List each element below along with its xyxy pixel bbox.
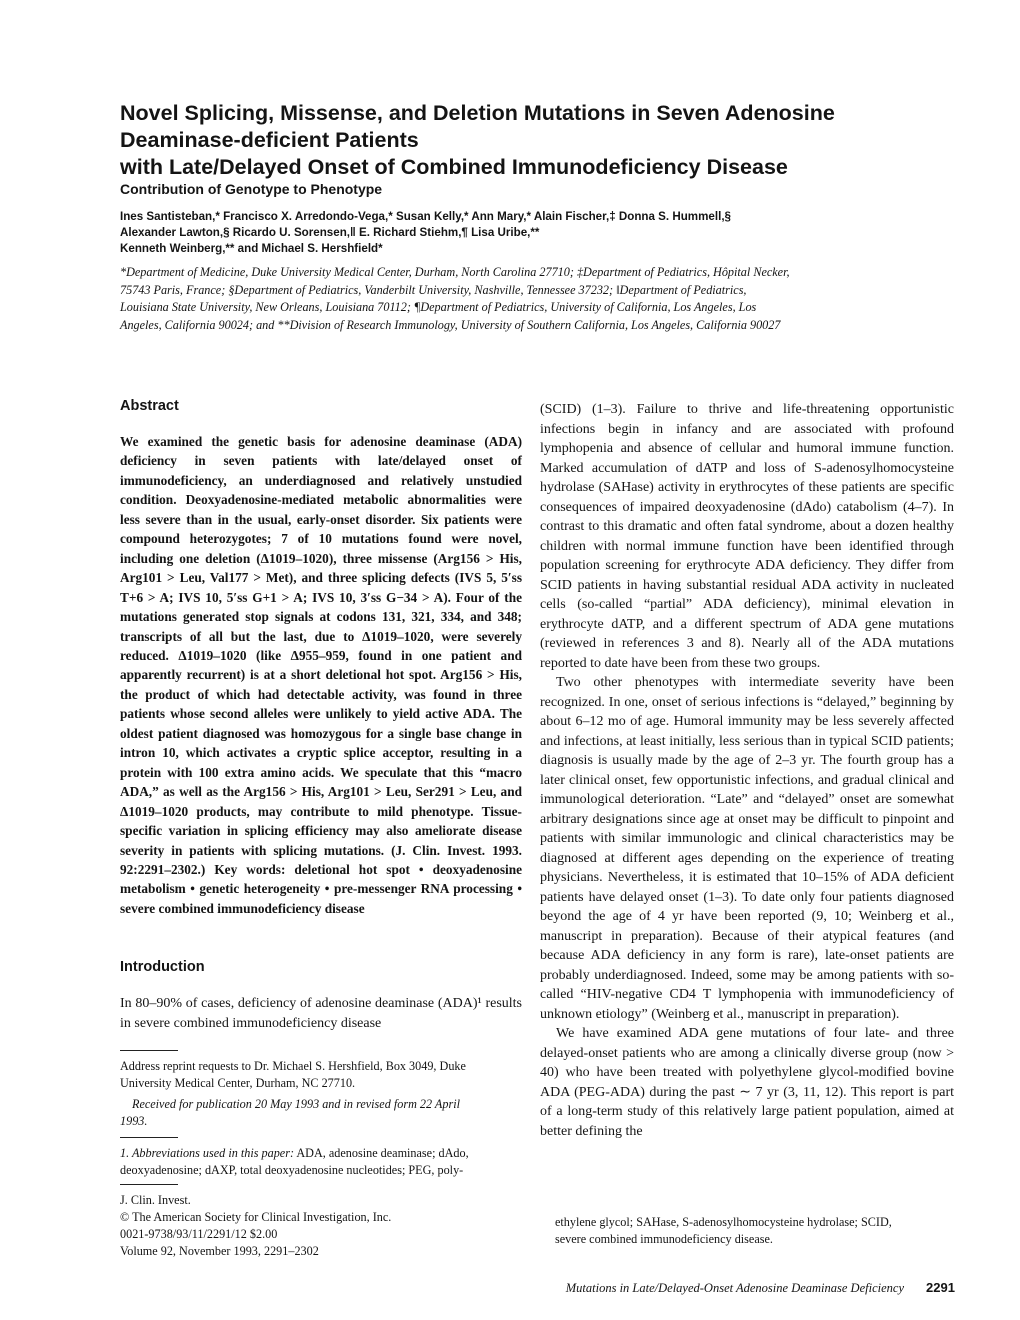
footnote-line: Address reprint requests to Dr. Michael S. Hershfield, Box 3049, Duke [120, 1059, 466, 1073]
abbreviations-text: ADA, adenosine deaminase; dAdo, [294, 1146, 469, 1160]
footnote-divider [120, 1184, 178, 1185]
footnote-line: University Medical Center, Durham, NC 27710. [120, 1076, 356, 1090]
journal-line: J. Clin. Invest. [120, 1193, 191, 1207]
author-line: Ines Santisteban,* Francisco X. Arredondo-Vega,* Susan Kelly,* Ann Mary,* Alain Fischer,‡ Donna S. Hummell,§ [120, 210, 731, 223]
author-line: Kenneth Weinberg,** and Michael S. Hershfield* [120, 242, 383, 255]
title-line: Deaminase-deficient Patients [120, 128, 419, 152]
article-subtitle: Contribution of Genotype to Phenotype [120, 181, 383, 197]
footnote-line: deoxyadenosine; dAXP, total deoxyadenosine nucleotides; PEG, poly- [120, 1163, 464, 1177]
affiliation-line: *Department of Medicine, Duke University Medical Center, Durham, North Carolina 27710; ‡Department of Pediatrics, Hôpital Necker, [120, 265, 790, 279]
journal-info [120, 1192, 530, 1260]
affiliation-line: 75743 Paris, France; §Department of Pediatrics, Vanderbilt University, Nashville, Tennessee 37232; ‖Department of Pediatrics, [120, 282, 747, 297]
journal-line: Volume 92, November 1993, 2291–2302 [120, 1244, 319, 1258]
title-line: Novel Splicing, Missense, and Deletion Mutations in Seven Adenosine [120, 101, 835, 125]
title-line: with Late/Delayed Onset of Combined Immunodeficiency Disease [120, 155, 788, 179]
author-list [120, 209, 950, 257]
abbreviations-label: 1. Abbreviations used in this paper: [120, 1146, 294, 1160]
running-head: Mutations in Late/Delayed-Onset Adenosine Deaminase Deficiency [565, 1281, 904, 1295]
introduction-heading: Introduction [120, 959, 205, 975]
body-paragraph: We have examined ADA gene mutations of four late- and three delayed-onset patients who are among a clinically diverse group (now > 40) who have been treated with polyethylene glycol-modified bovine ADA (PEG-ADA) during the past ∼ 7 yr (3, 11, 12). This report is part of a long-term study of this relatively large patient population, aimed at better defining the [540, 1026, 954, 1139]
abstract-heading: Abstract [120, 398, 179, 414]
author-line: Alexander Lawton,§ Ricardo U. Sorensen,‖ E. Richard Stiehm,¶ Lisa Uribe,** [120, 226, 540, 239]
received-footnote [120, 1096, 530, 1130]
affiliations [120, 264, 955, 334]
page-number: 2291 [926, 1280, 955, 1295]
abbreviations-footnote [120, 1145, 530, 1179]
footnote-line: severe combined immunodeficiency disease. [555, 1232, 773, 1246]
footnote-divider [120, 1050, 178, 1051]
article-title [120, 100, 960, 181]
body-paragraph: (SCID) (1–3). Failure to thrive and life-threatening opportunistic infections begin in infancy and are associated with profound lymphopenia and absence of cellular and humoral immune function. Marked accumulation of dATP and loss of S-adenosylhomocysteine hydrolase (SAHase) activity in erythrocytes of these patients are specific consequences of impaired deoxyadenosine (dAdo) catabolism (4–7). In contrast to this dramatic and often fatal syndrome, about a dozen healthy children with normal immune function have been identified through population screening for erythrocyte ADA deficiency. They differ from SCID patients in having substantial residual ADA activity in nucleated cells (so-called “partial” ADA deficiency), minimal elevation in erythrocyte dATP, and a different spectrum of ADA gene mutations (reviewed in references 3 and 8). Nearly all of the ADA mutations reported to date have been from these two groups. [540, 402, 954, 671]
journal-line: © The American Society for Clinical Investigation, Inc. [120, 1210, 392, 1224]
footnote-line [120, 1145, 530, 1162]
footnote-line: Received for publication 20 May 1993 and in revised form 22 April [132, 1097, 460, 1111]
affiliation-line: Louisiana State University, New Orleans, Louisiana 70112; ¶Department of Pediatrics, University of California, Los Angeles, Los [120, 300, 757, 314]
introduction-body: In 80–90% of cases, deficiency of adenosine deaminase (ADA)¹ results in severe combined immunodeficiency disease [120, 996, 522, 1031]
affiliation-line: Angeles, California 90024; and **Division of Research Immunology, University of Southern California, Los Angeles, California 90027 [120, 317, 781, 332]
footnote-line: ethylene glycol; SAHase, S-adenosylhomocysteine hydrolase; SCID, [555, 1215, 892, 1229]
reprint-footnote [120, 1058, 530, 1092]
right-column [540, 400, 954, 1141]
footnote-divider [120, 1137, 178, 1138]
footnote-line: 1993. [120, 1114, 148, 1128]
abstract-body: We examined the genetic basis for adenosine deaminase (ADA) deficiency in seven patients with late/delayed onset of immunodeficiency, an underdiagnosed and relatively unstudied condition. Deoxyadenosine-mediated metabolic abnormalities were less severe than in the usual, early-onset disorder. Six patients were compound heterozygotes; 7 of 10 mutations found were novel, including one deletion (Δ1019–1020), three missense (Arg156 > His, Arg101 > Leu, Val177 > Met), and three splicing defects (IVS 5, 5′ss T+6 > A; IVS 10, 5′ss G+1 > A; IVS 10, 3′ss G−34 > A). Four of the mutations generated stop signals at codons 131, 321, 334, and 348; transcripts of all but the last, due to Δ1019–1020, were severely reduced. Δ1019–1020 (like Δ955–959, found in one patient and apparently recurrent) is at a short deletional hot spot. Arg156 > His, the product of which had detectable activity, was found in three patients whose second alleles were unlikely to yield active ADA. The oldest patient diagnosed was homozygous for a single base change in intron 10, which activates a cryptic splice acceptor, resulting in a protein with 100 extra amino acids. We speculate that this “macro ADA,” as well as the Arg156 > His, Arg101 > Leu, Ser291 > Leu, and Δ1019–1020 products, may contribute to mild phenotype. Tissue-specific variation in splicing efficiency may also ameliorate disease severity in patients with splicing mutations. (J. Clin. Invest. 1993. 92:2291–2302.) Key words: deletional hot spot • deoxyadenosine metabolism • genetic heterogeneity • pre-messenger RNA processing • severe combined immunodeficiency disease [120, 434, 522, 916]
journal-line: 0021-9738/93/11/2291/12 $2.00 [120, 1227, 278, 1241]
abbreviations-footnote-continued [555, 1214, 955, 1248]
body-paragraph: Two other phenotypes with intermediate severity have been recognized. In one, onset of serious infections is “delayed,” beginning by about 6–12 mo of age. Humoral immunity may be less severely affected and infections, at least initially, less serious than in typical SCID patients; diagnosis is usually made by the age of 2–3 yr. The fourth group has a later clinical onset, few opportunistic infections, and gradual clinical and immunological deterioration. “Late” and “delayed” onset are somewhat arbitrary designations since age at onset may be difficult to pinpoint and patients with similar immunologic and clinical characteristics may be diagnosed at different ages depending on the experience of treating physicians. Nevertheless, it is estimated that 10–15% of ADA deficient patients have delayed onset (1–3). To date only four patients diagnosed beyond the age of 4 yr have been reported (9, 10; Weinberg et al., manuscript in preparation). Because of their atypical features (and because ADA deficiency in any form is rare), late-onset patients are probably underdiagnosed. Indeed, some may be among patients with so-called “HIV-negative CD4 T lymphopenia with immunodeficiency of unknown etiology” (Weinberg et al., manuscript in preparation). [540, 675, 954, 1022]
